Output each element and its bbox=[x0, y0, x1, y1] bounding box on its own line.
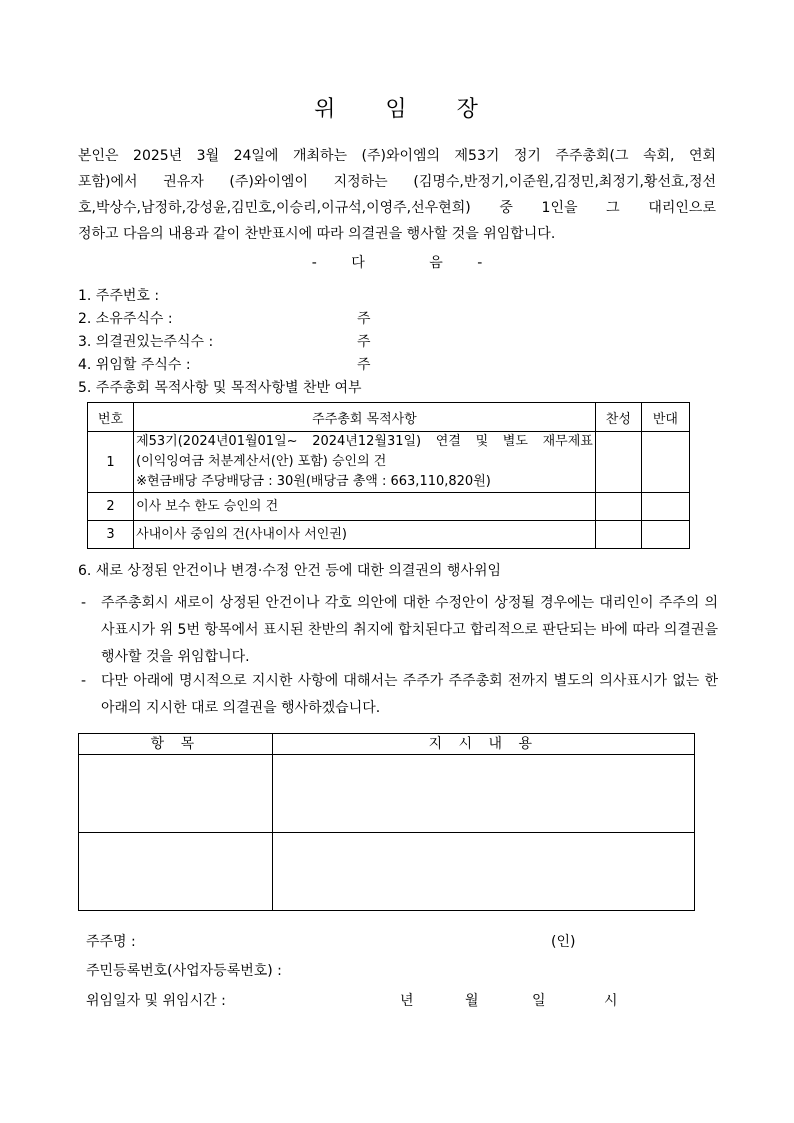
list-item bbox=[78, 354, 718, 377]
approve-cell[interactable] bbox=[595, 493, 641, 521]
item-label: 2. 소유주식수 : bbox=[78, 311, 173, 327]
shareholder-name-label: 주주명 : bbox=[86, 934, 136, 950]
intro-line: 호,박상수,남정하,강성윤,김민호,이승리,이규석,이영주,선우현희) 중 1인을 그 대리인으로 bbox=[78, 200, 716, 216]
heading-eum: 음 bbox=[429, 255, 443, 271]
item-label: 4. 위임할 주식수 : bbox=[78, 357, 191, 373]
title-char: 위 bbox=[314, 97, 338, 122]
agenda-table bbox=[87, 402, 690, 549]
bullet-dash: - bbox=[81, 673, 87, 689]
row-no: 2 bbox=[88, 493, 134, 521]
hour-label: 시 bbox=[604, 993, 618, 1009]
item-label: 5. 주주총회 목적사항 및 목적사항별 찬반 여부 bbox=[78, 380, 362, 396]
intro-line: 포함)에서 권유자 (주)와이엠이 지정하는 (김명수,반정기,이준원,김정민,최정기,황선효,정선 bbox=[78, 174, 716, 190]
section-divider-heading bbox=[0, 252, 794, 272]
bullet-item bbox=[78, 668, 718, 722]
title-char: 장 bbox=[456, 97, 480, 122]
list-item bbox=[78, 377, 718, 400]
header-no: 번호 bbox=[88, 403, 134, 432]
item-label: 3. 의결권있는주식수 : bbox=[78, 334, 214, 350]
section-6-title: 6. 새로 상정된 안건이나 변경·수정 안건 등에 대한 의결권의 행사위임 bbox=[78, 563, 502, 579]
dash-left: - bbox=[311, 255, 317, 271]
agenda-line: (이익잉여금 처분계산서(안) 포함) 승인의 건 bbox=[136, 454, 387, 469]
year-label: 년 bbox=[400, 993, 414, 1009]
instruction-table bbox=[78, 733, 695, 911]
item-unit: 주 bbox=[357, 334, 371, 350]
bullet-text: 다만 아래에 명시적으로 지시한 사항에 대해서는 주주가 주주총회 전까지 별도의 의사표시가 없는 한 아래의 지시한 대로 의결권을 행사하겠습니다. bbox=[101, 673, 718, 716]
date-label: 위임일자 및 위임시간 : bbox=[86, 993, 226, 1009]
dash-right: - bbox=[477, 255, 483, 271]
agenda-line: 제53기(2024년01월01일~ 2024년12월31일) 연결 및 별도 재무제표 bbox=[136, 434, 593, 449]
row-no: 3 bbox=[88, 521, 134, 549]
row-agenda: 사내이사 중임의 건(사내이사 서인권) bbox=[134, 521, 596, 549]
table-row bbox=[79, 755, 695, 833]
heading-da: 다 bbox=[351, 255, 365, 271]
item-unit: 주 bbox=[357, 357, 371, 373]
oppose-cell[interactable] bbox=[641, 432, 689, 493]
row-agenda bbox=[134, 432, 596, 493]
table-row bbox=[88, 521, 690, 549]
item-cell[interactable] bbox=[79, 755, 273, 833]
table-row bbox=[79, 833, 695, 911]
item-list bbox=[78, 285, 718, 400]
bullet-text: 주주총회시 새로이 상정된 안건이나 각호 의안에 대한 수정안이 상정될 경우에는 대리인이 주주의 의사표시가 위 5번 항목에서 표시된 찬반의 취지에 합치된다고 합리적으로 판단되는 바에 따라 의결권을 행사할 것을 위임합니다. bbox=[101, 595, 718, 665]
agenda-line: ※현금배당 주당배당금 : 30원(배당금 총액 : 663,110,820원) bbox=[136, 474, 491, 489]
header-approve: 찬성 bbox=[595, 403, 641, 432]
intro-line: 정하고 다음의 내용과 같이 찬반표시에 따라 의결권을 행사할 것을 위임합니다. bbox=[78, 226, 556, 242]
header-item: 항 목 bbox=[79, 734, 273, 755]
approve-cell[interactable] bbox=[595, 432, 641, 493]
table-header-row bbox=[79, 734, 695, 755]
seal-mark: (인) bbox=[551, 934, 576, 950]
table-header-row bbox=[88, 403, 690, 432]
month-label: 월 bbox=[465, 993, 479, 1009]
header-agenda: 주주총회 목적사항 bbox=[134, 403, 596, 432]
title-char: 임 bbox=[385, 97, 409, 122]
oppose-cell[interactable] bbox=[641, 493, 689, 521]
item-cell[interactable] bbox=[79, 833, 273, 911]
list-item bbox=[78, 308, 718, 331]
approve-cell[interactable] bbox=[595, 521, 641, 549]
intro-line: 본인은 2025년 3월 24일에 개최하는 (주)와이엠의 제53기 정기 주주총회(그 속회, 연회 bbox=[78, 148, 716, 164]
bullet-item bbox=[78, 590, 718, 671]
day-label: 일 bbox=[532, 993, 546, 1009]
item-label: 1. 주주번호 : bbox=[78, 288, 160, 304]
header-instruction: 지 시 내 용 bbox=[272, 734, 694, 755]
item-unit: 주 bbox=[357, 311, 371, 327]
table-row bbox=[88, 432, 690, 493]
oppose-cell[interactable] bbox=[641, 521, 689, 549]
row-agenda: 이사 보수 한도 승인의 건 bbox=[134, 493, 596, 521]
instruction-cell[interactable] bbox=[272, 755, 694, 833]
header-oppose: 반대 bbox=[641, 403, 689, 432]
bullet-dash: - bbox=[81, 595, 87, 611]
row-no: 1 bbox=[88, 432, 134, 493]
intro-paragraph bbox=[78, 143, 716, 247]
instruction-cell[interactable] bbox=[272, 833, 694, 911]
list-item bbox=[78, 285, 718, 308]
list-item bbox=[78, 331, 718, 354]
table-row bbox=[88, 493, 690, 521]
document-title bbox=[0, 92, 794, 123]
id-number-label: 주민등록번호(사업자등록번호) : bbox=[86, 963, 282, 979]
